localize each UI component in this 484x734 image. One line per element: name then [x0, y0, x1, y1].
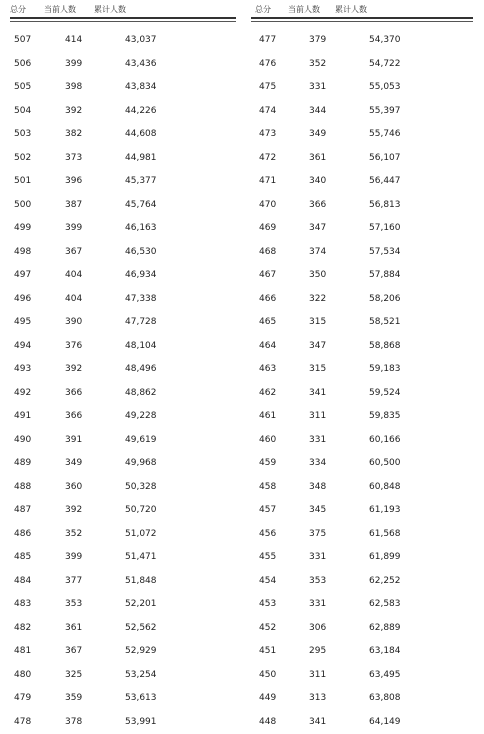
cumulative-count-cell: 61,899: [369, 552, 401, 562]
score-cell: 505: [14, 82, 32, 92]
current-count-cell: 377: [65, 575, 83, 586]
table-row: [10, 711, 236, 734]
table-row: [10, 593, 236, 617]
score-cell: 472: [259, 152, 277, 163]
table-row: [251, 76, 473, 100]
table-row: [251, 53, 473, 77]
score-cell: 471: [259, 176, 277, 186]
table-row: [251, 711, 473, 734]
current-count-cell: 378: [65, 716, 83, 727]
cumulative-count-cell: 48,862: [125, 387, 157, 398]
header-score: 总分: [10, 5, 26, 14]
current-count-cell: 341: [309, 387, 327, 398]
cumulative-count-cell: 49,619: [125, 434, 157, 445]
table-row: [10, 288, 236, 312]
current-count-cell: 306: [309, 622, 327, 633]
table-row: [251, 29, 473, 53]
current-count-cell: 311: [309, 411, 327, 421]
table-row: [10, 123, 236, 147]
table-row: [10, 429, 236, 453]
current-count-cell: 334: [309, 458, 327, 468]
table-row: [10, 53, 236, 77]
table-row: [251, 476, 473, 500]
current-count-cell: 311: [309, 669, 327, 680]
current-count-cell: 315: [309, 317, 327, 327]
cumulative-count-cell: 62,583: [369, 599, 401, 609]
cumulative-count-cell: 59,524: [369, 387, 401, 398]
score-cell: 476: [259, 58, 277, 69]
current-count-cell: 345: [309, 505, 327, 515]
header-current-count: 当前人数: [288, 5, 320, 14]
current-count-cell: 348: [309, 481, 327, 492]
cumulative-count-cell: 55,053: [369, 82, 401, 92]
table-row: [10, 217, 236, 241]
header-score: 总分: [255, 5, 271, 14]
score-cell: 493: [14, 364, 32, 374]
score-cell: 474: [259, 105, 277, 116]
current-count-cell: 399: [65, 58, 83, 69]
current-count-cell: 390: [65, 317, 83, 327]
table-row: [10, 311, 236, 335]
score-cell: 481: [14, 646, 32, 656]
cumulative-count-cell: 45,377: [125, 176, 157, 186]
score-cell: 506: [14, 58, 32, 69]
score-cell: 485: [14, 552, 32, 562]
score-cell: 503: [14, 129, 32, 139]
table-row: [10, 170, 236, 194]
cumulative-count-cell: 54,722: [369, 58, 401, 69]
score-cell: 502: [14, 152, 32, 163]
table-row: [10, 382, 236, 406]
current-count-cell: 352: [309, 58, 327, 69]
score-cell: 465: [259, 317, 277, 327]
score-cell: 459: [259, 458, 277, 468]
score-cell: 488: [14, 481, 32, 492]
score-cell: 496: [14, 293, 32, 304]
cumulative-count-cell: 48,104: [125, 340, 157, 351]
score-cell: 482: [14, 622, 32, 633]
cumulative-count-cell: 44,981: [125, 152, 157, 163]
table-row: [251, 429, 473, 453]
table-row: [251, 523, 473, 547]
score-cell: 467: [259, 270, 277, 280]
table-row: [10, 452, 236, 476]
score-cell: 487: [14, 505, 32, 515]
table-row: [10, 241, 236, 265]
table-row: [251, 452, 473, 476]
table-row: [10, 29, 236, 53]
current-count-cell: 361: [65, 622, 83, 633]
table-row: [251, 123, 473, 147]
table-row: [10, 335, 236, 359]
current-count-cell: 360: [65, 481, 83, 492]
cumulative-count-cell: 44,226: [125, 105, 157, 116]
current-count-cell: 414: [65, 35, 83, 45]
current-count-cell: 366: [65, 411, 83, 421]
cumulative-count-cell: 57,534: [369, 246, 401, 257]
table-row: [251, 499, 473, 523]
current-count-cell: 392: [65, 505, 83, 515]
score-cell: 450: [259, 669, 277, 680]
score-cell: 462: [259, 387, 277, 398]
cumulative-count-cell: 51,848: [125, 575, 157, 586]
current-count-cell: 399: [65, 223, 83, 233]
score-cell: 449: [259, 693, 277, 703]
current-count-cell: 375: [309, 528, 327, 539]
cumulative-count-cell: 50,720: [125, 505, 157, 515]
score-cell: 473: [259, 129, 277, 139]
cumulative-count-cell: 52,929: [125, 646, 157, 656]
table-row: [251, 358, 473, 382]
cumulative-count-cell: 43,834: [125, 82, 157, 92]
cumulative-count-cell: 53,991: [125, 716, 157, 727]
header-divider-thick: [251, 17, 473, 19]
table-row: [10, 358, 236, 382]
current-count-cell: 353: [65, 599, 83, 609]
cumulative-count-cell: 62,252: [369, 575, 401, 586]
table-row: [251, 264, 473, 288]
cumulative-count-cell: 51,471: [125, 552, 157, 562]
score-cell: 497: [14, 270, 32, 280]
score-cell: 494: [14, 340, 32, 351]
header-divider-thin: [251, 21, 473, 22]
current-count-cell: 340: [309, 176, 327, 186]
current-count-cell: 347: [309, 340, 327, 351]
table-row: [10, 476, 236, 500]
table-row: [251, 311, 473, 335]
current-count-cell: 349: [65, 458, 83, 468]
score-cell: 480: [14, 669, 32, 680]
table-row: [251, 405, 473, 429]
cumulative-count-cell: 47,728: [125, 317, 157, 327]
table-row: [10, 617, 236, 641]
score-table-left: [10, 0, 236, 734]
table-row: [251, 335, 473, 359]
table-row: [251, 147, 473, 171]
score-cell: 463: [259, 364, 277, 374]
current-count-cell: 376: [65, 340, 83, 351]
score-cell: 498: [14, 246, 32, 257]
cumulative-count-cell: 54,370: [369, 35, 401, 45]
cumulative-count-cell: 63,808: [369, 693, 401, 703]
table-row: [10, 499, 236, 523]
score-cell: 451: [259, 646, 277, 656]
table-body: [251, 29, 473, 734]
header-current-count: 当前人数: [44, 5, 76, 14]
cumulative-count-cell: 46,163: [125, 223, 157, 233]
table-row: [251, 593, 473, 617]
current-count-cell: 344: [309, 105, 327, 116]
cumulative-count-cell: 56,107: [369, 152, 401, 163]
table-row: [251, 570, 473, 594]
score-cell: 448: [259, 716, 277, 727]
current-count-cell: 352: [65, 528, 83, 539]
score-cell: 456: [259, 528, 277, 539]
cumulative-count-cell: 63,184: [369, 646, 401, 656]
table-row: [10, 664, 236, 688]
score-cell: 483: [14, 599, 32, 609]
cumulative-count-cell: 46,934: [125, 270, 157, 280]
table-row: [251, 640, 473, 664]
score-cell: 469: [259, 223, 277, 233]
score-cell: 478: [14, 716, 32, 727]
score-cell: 504: [14, 105, 32, 116]
cumulative-count-cell: 61,568: [369, 528, 401, 539]
current-count-cell: 353: [309, 575, 327, 586]
cumulative-count-cell: 58,206: [369, 293, 401, 304]
table-row: [251, 170, 473, 194]
table-row: [251, 241, 473, 265]
table-row: [251, 100, 473, 124]
cumulative-count-cell: 59,183: [369, 364, 401, 374]
cumulative-count-cell: 60,848: [369, 481, 401, 492]
cumulative-count-cell: 64,149: [369, 716, 401, 727]
table-row: [251, 217, 473, 241]
cumulative-count-cell: 55,397: [369, 105, 401, 116]
score-cell: 501: [14, 176, 32, 186]
score-cell: 453: [259, 599, 277, 609]
table-row: [10, 76, 236, 100]
table-header: [251, 0, 473, 17]
current-count-cell: 366: [65, 387, 83, 398]
cumulative-count-cell: 57,160: [369, 223, 401, 233]
current-count-cell: 373: [65, 152, 83, 163]
cumulative-count-cell: 60,166: [369, 434, 401, 445]
table-row: [10, 570, 236, 594]
score-cell: 490: [14, 434, 32, 445]
table-row: [251, 546, 473, 570]
score-cell: 484: [14, 575, 32, 586]
current-count-cell: 331: [309, 434, 327, 445]
score-table-right: [251, 0, 473, 734]
cumulative-count-cell: 51,072: [125, 528, 157, 539]
header-cumulative-count: 累计人数: [335, 5, 367, 14]
current-count-cell: 399: [65, 552, 83, 562]
score-cell: 470: [259, 199, 277, 210]
current-count-cell: 379: [309, 35, 327, 45]
current-count-cell: 359: [65, 693, 83, 703]
score-cell: 475: [259, 82, 277, 92]
header-divider-thick: [10, 17, 236, 19]
cumulative-count-cell: 63,495: [369, 669, 401, 680]
table-row: [10, 546, 236, 570]
current-count-cell: 367: [65, 646, 83, 656]
score-cell: 454: [259, 575, 277, 586]
score-cell: 452: [259, 622, 277, 633]
cumulative-count-cell: 56,447: [369, 176, 401, 186]
cumulative-count-cell: 58,868: [369, 340, 401, 351]
current-count-cell: 331: [309, 599, 327, 609]
current-count-cell: 404: [65, 293, 83, 304]
score-cell: 486: [14, 528, 32, 539]
cumulative-count-cell: 55,746: [369, 129, 401, 139]
score-cell: 468: [259, 246, 277, 257]
current-count-cell: 331: [309, 552, 327, 562]
current-count-cell: 315: [309, 364, 327, 374]
score-cell: 492: [14, 387, 32, 398]
cumulative-count-cell: 50,328: [125, 481, 157, 492]
table-body: [10, 29, 236, 734]
score-cell: 460: [259, 434, 277, 445]
cumulative-count-cell: 47,338: [125, 293, 157, 304]
current-count-cell: 322: [309, 293, 327, 304]
current-count-cell: 295: [309, 646, 327, 656]
cumulative-count-cell: 53,254: [125, 669, 157, 680]
score-cell: 455: [259, 552, 277, 562]
header-cumulative-count: 累计人数: [94, 5, 126, 14]
cumulative-count-cell: 53,613: [125, 693, 157, 703]
table-row: [251, 687, 473, 711]
table-row: [251, 194, 473, 218]
score-cell: 507: [14, 35, 32, 45]
cumulative-count-cell: 61,193: [369, 505, 401, 515]
current-count-cell: 387: [65, 199, 83, 210]
table-row: [10, 405, 236, 429]
cumulative-count-cell: 45,764: [125, 199, 157, 210]
table-row: [251, 617, 473, 641]
score-cell: 495: [14, 317, 32, 327]
cumulative-count-cell: 56,813: [369, 199, 401, 210]
score-cell: 466: [259, 293, 277, 304]
current-count-cell: 392: [65, 364, 83, 374]
score-cell: 477: [259, 35, 277, 45]
cumulative-count-cell: 49,228: [125, 411, 157, 421]
current-count-cell: 404: [65, 270, 83, 280]
current-count-cell: 366: [309, 199, 327, 210]
current-count-cell: 361: [309, 152, 327, 163]
table-row: [10, 264, 236, 288]
score-cell: 479: [14, 693, 32, 703]
cumulative-count-cell: 62,889: [369, 622, 401, 633]
score-cell: 499: [14, 223, 32, 233]
table-row: [10, 687, 236, 711]
table-header: [10, 0, 236, 17]
cumulative-count-cell: 60,500: [369, 458, 401, 468]
current-count-cell: 382: [65, 129, 83, 139]
score-cell: 489: [14, 458, 32, 468]
cumulative-count-cell: 48,496: [125, 364, 157, 374]
table-row: [251, 382, 473, 406]
score-cell: 461: [259, 411, 277, 421]
table-row: [10, 100, 236, 124]
current-count-cell: 313: [309, 693, 327, 703]
cumulative-count-cell: 59,835: [369, 411, 401, 421]
cumulative-count-cell: 58,521: [369, 317, 401, 327]
current-count-cell: 391: [65, 434, 83, 445]
current-count-cell: 341: [309, 716, 327, 727]
table-row: [251, 664, 473, 688]
score-cell: 458: [259, 481, 277, 492]
current-count-cell: 349: [309, 129, 327, 139]
table-row: [10, 523, 236, 547]
cumulative-count-cell: 52,201: [125, 599, 157, 609]
table-row: [10, 147, 236, 171]
cumulative-count-cell: 46,530: [125, 246, 157, 257]
header-divider-thin: [10, 21, 236, 22]
current-count-cell: 392: [65, 105, 83, 116]
cumulative-count-cell: 52,562: [125, 622, 157, 633]
current-count-cell: 325: [65, 669, 83, 680]
table-row: [10, 640, 236, 664]
table-row: [251, 288, 473, 312]
score-cell: 464: [259, 340, 277, 351]
cumulative-count-cell: 49,968: [125, 458, 157, 468]
score-cell: 457: [259, 505, 277, 515]
current-count-cell: 374: [309, 246, 327, 257]
cumulative-count-cell: 43,037: [125, 35, 157, 45]
table-row: [10, 194, 236, 218]
current-count-cell: 367: [65, 246, 83, 257]
score-cell: 491: [14, 411, 32, 421]
cumulative-count-cell: 43,436: [125, 58, 157, 69]
current-count-cell: 331: [309, 82, 327, 92]
current-count-cell: 398: [65, 82, 83, 92]
score-cell: 500: [14, 199, 32, 210]
cumulative-count-cell: 57,884: [369, 270, 401, 280]
current-count-cell: 396: [65, 176, 83, 186]
current-count-cell: 347: [309, 223, 327, 233]
current-count-cell: 350: [309, 270, 327, 280]
cumulative-count-cell: 44,608: [125, 129, 157, 139]
